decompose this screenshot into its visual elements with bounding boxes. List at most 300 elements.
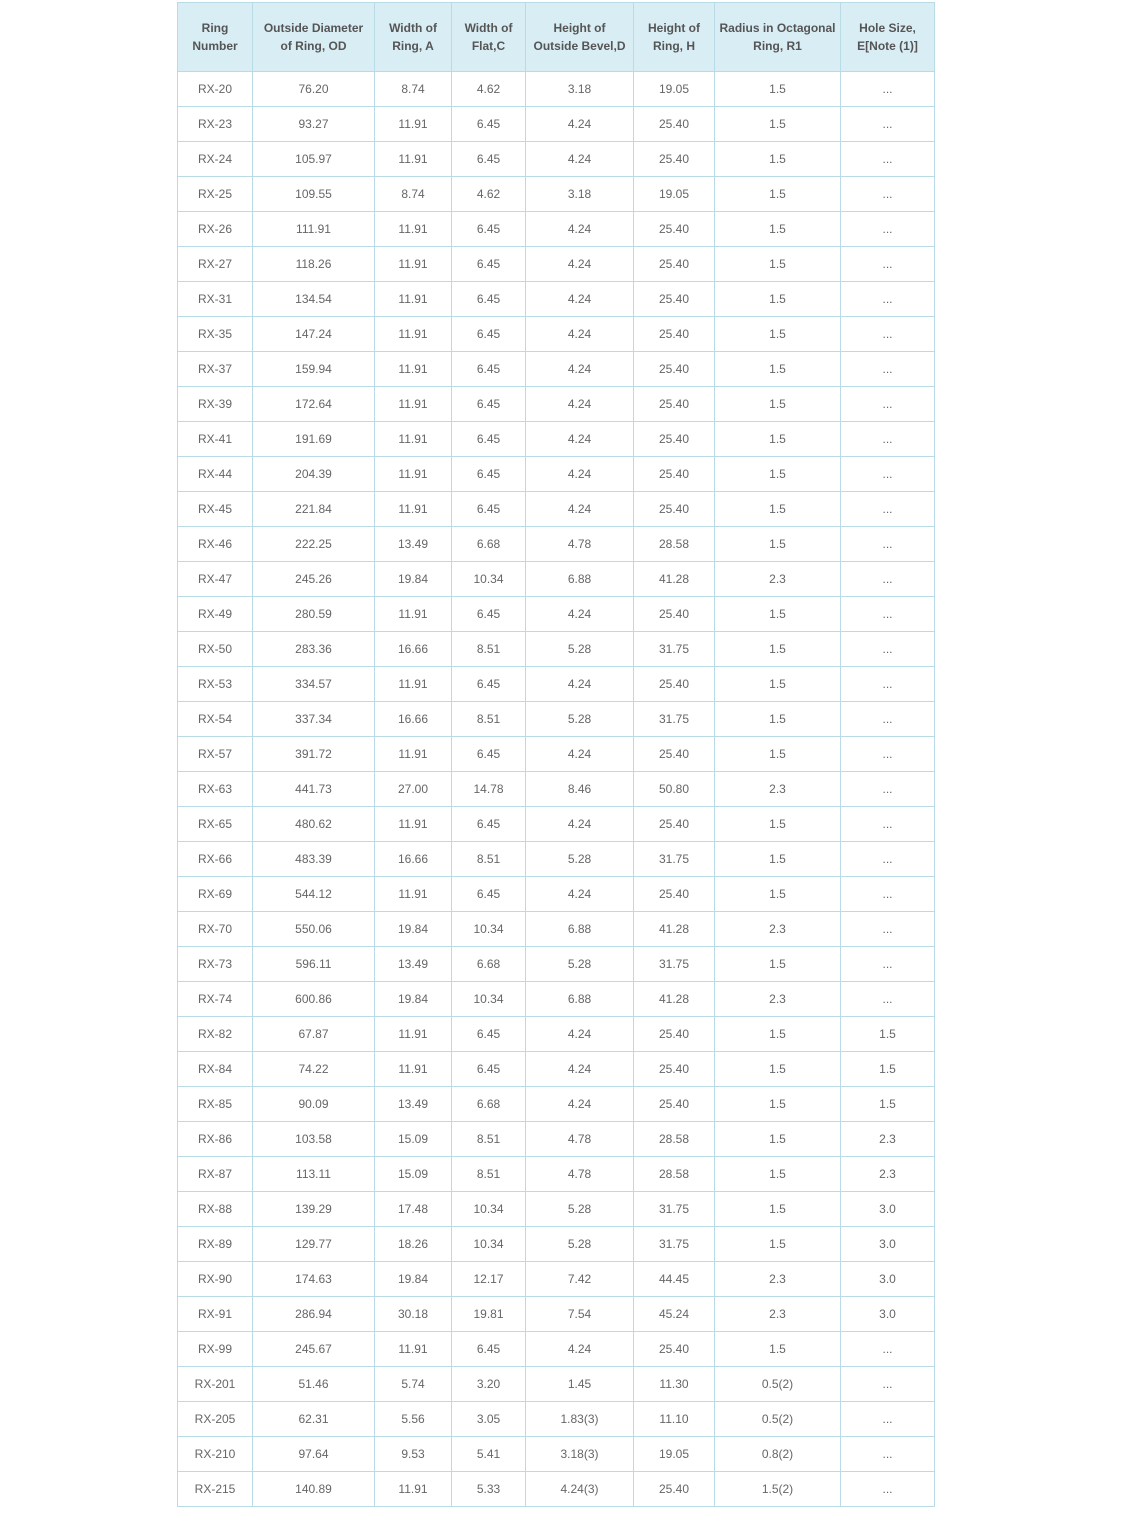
table-cell: 27.00 — [375, 772, 452, 807]
table-cell: 337.34 — [253, 702, 375, 737]
table-cell: 11.91 — [375, 807, 452, 842]
table-cell: RX-70 — [178, 912, 253, 947]
table-cell: 3.0 — [841, 1192, 935, 1227]
table-cell: ... — [841, 597, 935, 632]
table-cell: ... — [841, 387, 935, 422]
table-cell: 1.5 — [715, 1157, 841, 1192]
table-cell: 76.20 — [253, 72, 375, 107]
table-cell: 1.5 — [715, 352, 841, 387]
table-row — [178, 737, 935, 772]
table-cell: 31.75 — [634, 1227, 715, 1262]
table-cell: 11.91 — [375, 387, 452, 422]
table-cell: 28.58 — [634, 527, 715, 562]
table-cell: RX-41 — [178, 422, 253, 457]
table-cell: 4.24 — [526, 877, 634, 912]
table-row — [178, 807, 935, 842]
table-cell: 8.51 — [452, 1122, 526, 1157]
table-cell: 11.91 — [375, 737, 452, 772]
table-cell: 174.63 — [253, 1262, 375, 1297]
table-cell: 6.45 — [452, 387, 526, 422]
table-cell: 13.49 — [375, 947, 452, 982]
table-cell: 11.91 — [375, 317, 452, 352]
table-cell: RX-205 — [178, 1402, 253, 1437]
table-cell: 1.5 — [715, 877, 841, 912]
table-cell: 25.40 — [634, 282, 715, 317]
table-cell: 25.40 — [634, 457, 715, 492]
table-row — [178, 387, 935, 422]
table-cell: 204.39 — [253, 457, 375, 492]
table-cell: 280.59 — [253, 597, 375, 632]
table-cell: ... — [841, 632, 935, 667]
table-cell: 2.3 — [715, 912, 841, 947]
table-cell: RX-91 — [178, 1297, 253, 1332]
table-cell: RX-99 — [178, 1332, 253, 1367]
table-row — [178, 1087, 935, 1122]
table-cell: 8.51 — [452, 632, 526, 667]
table-cell: 25.40 — [634, 1052, 715, 1087]
table-cell: RX-63 — [178, 772, 253, 807]
table-row — [178, 1052, 935, 1087]
table-row — [178, 72, 935, 107]
header-height-of-ring: Height of Ring, H — [634, 3, 715, 72]
table-header — [178, 3, 935, 72]
table-cell: 5.28 — [526, 947, 634, 982]
header-hole-size: Hole Size, E[Note (1)] — [841, 3, 935, 72]
table-cell: 6.45 — [452, 352, 526, 387]
table-cell: RX-73 — [178, 947, 253, 982]
table-cell: 6.68 — [452, 1087, 526, 1122]
table-cell: 25.40 — [634, 387, 715, 422]
table-cell: 103.58 — [253, 1122, 375, 1157]
table-cell: 283.36 — [253, 632, 375, 667]
table-cell: ... — [841, 1332, 935, 1367]
table-cell: 10.34 — [452, 1227, 526, 1262]
table-cell: 6.45 — [452, 1332, 526, 1367]
table-cell: 25.40 — [634, 877, 715, 912]
table-cell: 118.26 — [253, 247, 375, 282]
table-cell: 31.75 — [634, 1192, 715, 1227]
table-cell: RX-50 — [178, 632, 253, 667]
table-cell: 5.28 — [526, 632, 634, 667]
table-cell: 222.25 — [253, 527, 375, 562]
table-cell: 129.77 — [253, 1227, 375, 1262]
table-cell: 0.5(2) — [715, 1367, 841, 1402]
table-cell: 31.75 — [634, 947, 715, 982]
table-cell: 159.94 — [253, 352, 375, 387]
table-cell: 4.24 — [526, 457, 634, 492]
table-cell: 4.24 — [526, 1332, 634, 1367]
table-cell: RX-35 — [178, 317, 253, 352]
table-cell: RX-54 — [178, 702, 253, 737]
table-cell: RX-20 — [178, 72, 253, 107]
table-cell: 139.29 — [253, 1192, 375, 1227]
table-cell: 1.45 — [526, 1367, 634, 1402]
table-row — [178, 1122, 935, 1157]
table-row — [178, 492, 935, 527]
header-width-of-flat: Width of Flat,C — [452, 3, 526, 72]
table-cell: 11.91 — [375, 422, 452, 457]
table-row — [178, 1402, 935, 1437]
table-cell: 62.31 — [253, 1402, 375, 1437]
table-cell: 19.84 — [375, 982, 452, 1017]
table-cell: 3.0 — [841, 1262, 935, 1297]
table-cell: RX-66 — [178, 842, 253, 877]
table-cell: 1.5 — [715, 282, 841, 317]
table-cell: 6.68 — [452, 527, 526, 562]
table-row — [178, 107, 935, 142]
table-cell: 16.66 — [375, 702, 452, 737]
table-cell: 391.72 — [253, 737, 375, 772]
table-cell: ... — [841, 737, 935, 772]
table-row — [178, 842, 935, 877]
table-body — [178, 72, 935, 1507]
table-cell: RX-86 — [178, 1122, 253, 1157]
table-cell: 4.24 — [526, 422, 634, 457]
table-cell: 1.5 — [841, 1052, 935, 1087]
table-cell: 11.91 — [375, 352, 452, 387]
table-row — [178, 1192, 935, 1227]
table-cell: RX-53 — [178, 667, 253, 702]
table-cell: 6.88 — [526, 982, 634, 1017]
table-cell: 1.5 — [715, 1122, 841, 1157]
table-cell: 19.84 — [375, 562, 452, 597]
table-cell: 5.28 — [526, 1227, 634, 1262]
table-cell: 1.5 — [841, 1017, 935, 1052]
table-cell: 25.40 — [634, 667, 715, 702]
table-row — [178, 1227, 935, 1262]
table-row — [178, 667, 935, 702]
table-cell: 25.40 — [634, 142, 715, 177]
table-cell: 1.5 — [715, 107, 841, 142]
table-cell: 11.91 — [375, 107, 452, 142]
table-cell: 3.0 — [841, 1297, 935, 1332]
table-cell: 90.09 — [253, 1087, 375, 1122]
table-cell: 5.28 — [526, 1192, 634, 1227]
table-row — [178, 422, 935, 457]
table-cell: 4.24 — [526, 1087, 634, 1122]
table-row — [178, 772, 935, 807]
table-cell: 0.8(2) — [715, 1437, 841, 1472]
table-cell: ... — [841, 807, 935, 842]
table-cell: 1.5 — [715, 807, 841, 842]
table-cell: 11.91 — [375, 597, 452, 632]
table-cell: 19.84 — [375, 1262, 452, 1297]
table-cell: 1.5 — [715, 317, 841, 352]
ring-dimensions-table — [177, 2, 935, 1507]
table-cell: ... — [841, 247, 935, 282]
table-cell: ... — [841, 982, 935, 1017]
table-cell: 6.45 — [452, 492, 526, 527]
table-cell: ... — [841, 282, 935, 317]
table-cell: 25.40 — [634, 107, 715, 142]
table-cell: 15.09 — [375, 1122, 452, 1157]
table-cell: 147.24 — [253, 317, 375, 352]
table-cell: RX-84 — [178, 1052, 253, 1087]
table-cell: 7.54 — [526, 1297, 634, 1332]
table-row — [178, 912, 935, 947]
table-cell: 74.22 — [253, 1052, 375, 1087]
table-cell: RX-31 — [178, 282, 253, 317]
table-cell: 1.5 — [715, 1087, 841, 1122]
table-cell: 1.5 — [715, 1227, 841, 1262]
table-cell: ... — [841, 912, 935, 947]
table-cell: 10.34 — [452, 982, 526, 1017]
table-cell: ... — [841, 352, 935, 387]
table-cell: 19.05 — [634, 72, 715, 107]
table-cell: 0.5(2) — [715, 1402, 841, 1437]
table-cell: 6.45 — [452, 422, 526, 457]
table-cell: 41.28 — [634, 562, 715, 597]
table-cell: 6.45 — [452, 212, 526, 247]
table-cell: 8.46 — [526, 772, 634, 807]
table-cell: RX-215 — [178, 1472, 253, 1507]
table-cell: 113.11 — [253, 1157, 375, 1192]
table-cell: 41.28 — [634, 982, 715, 1017]
table-cell: 1.5 — [715, 387, 841, 422]
table-cell: 97.64 — [253, 1437, 375, 1472]
header-ring-number: Ring Number — [178, 3, 253, 72]
table-cell: 1.5 — [715, 72, 841, 107]
table-cell: 134.54 — [253, 282, 375, 317]
table-cell: 10.34 — [452, 1192, 526, 1227]
table-row — [178, 947, 935, 982]
table-cell: 4.24 — [526, 1017, 634, 1052]
table-cell: 25.40 — [634, 492, 715, 527]
table-cell: 1.5 — [715, 422, 841, 457]
table-cell: 4.78 — [526, 1122, 634, 1157]
table-cell: RX-26 — [178, 212, 253, 247]
table-cell: RX-210 — [178, 1437, 253, 1472]
table-cell: 8.51 — [452, 702, 526, 737]
table-row — [178, 1332, 935, 1367]
table-cell: 4.24 — [526, 737, 634, 772]
table-cell: 4.78 — [526, 1157, 634, 1192]
table-cell: RX-201 — [178, 1367, 253, 1402]
table-cell: 3.18 — [526, 72, 634, 107]
table-cell: 31.75 — [634, 702, 715, 737]
table-row — [178, 597, 935, 632]
table-cell: 2.3 — [715, 772, 841, 807]
table-cell: RX-44 — [178, 457, 253, 492]
table-cell: 25.40 — [634, 317, 715, 352]
table-cell: ... — [841, 422, 935, 457]
table-cell: 6.45 — [452, 457, 526, 492]
table-cell: 140.89 — [253, 1472, 375, 1507]
table-cell: 11.91 — [375, 212, 452, 247]
table-cell: 1.5 — [715, 527, 841, 562]
table-cell: RX-88 — [178, 1192, 253, 1227]
table-cell: 11.91 — [375, 1017, 452, 1052]
table-cell: RX-47 — [178, 562, 253, 597]
table-cell: 3.18(3) — [526, 1437, 634, 1472]
table-cell: 6.45 — [452, 247, 526, 282]
table-cell: 25.40 — [634, 1017, 715, 1052]
table-cell: 2.3 — [715, 1262, 841, 1297]
table-cell: 8.74 — [375, 72, 452, 107]
table-cell: 172.64 — [253, 387, 375, 422]
table-cell: 6.88 — [526, 562, 634, 597]
table-cell: RX-45 — [178, 492, 253, 527]
table-cell: 31.75 — [634, 632, 715, 667]
table-cell: 4.24 — [526, 142, 634, 177]
table-cell: 2.3 — [715, 562, 841, 597]
table-cell: 109.55 — [253, 177, 375, 212]
table-cell: 11.10 — [634, 1402, 715, 1437]
table-row — [178, 1472, 935, 1507]
table-cell: 3.05 — [452, 1402, 526, 1437]
table-cell: 6.45 — [452, 317, 526, 352]
table-row — [178, 457, 935, 492]
table-cell: 51.46 — [253, 1367, 375, 1402]
table-cell: ... — [841, 177, 935, 212]
table-cell: 1.5 — [715, 457, 841, 492]
table-cell: ... — [841, 1437, 935, 1472]
table-row — [178, 1367, 935, 1402]
table-cell: 4.24 — [526, 317, 634, 352]
table-row — [178, 527, 935, 562]
table-cell: RX-85 — [178, 1087, 253, 1122]
table-cell: 4.24 — [526, 247, 634, 282]
table-cell: RX-57 — [178, 737, 253, 772]
table-cell: 1.5 — [715, 1017, 841, 1052]
table-cell: 13.49 — [375, 527, 452, 562]
table-cell: 25.40 — [634, 1087, 715, 1122]
table-cell: 19.84 — [375, 912, 452, 947]
table-cell: 4.24 — [526, 282, 634, 317]
table-cell: 15.09 — [375, 1157, 452, 1192]
table-cell: 31.75 — [634, 842, 715, 877]
table-cell: 93.27 — [253, 107, 375, 142]
table-cell: ... — [841, 492, 935, 527]
table-cell: ... — [841, 72, 935, 107]
table-cell: 5.28 — [526, 702, 634, 737]
table-cell: 4.24 — [526, 107, 634, 142]
table-cell: RX-87 — [178, 1157, 253, 1192]
table-cell: 25.40 — [634, 352, 715, 387]
table-cell: RX-89 — [178, 1227, 253, 1262]
table-row — [178, 142, 935, 177]
table-cell: 12.17 — [452, 1262, 526, 1297]
table-cell: 11.91 — [375, 877, 452, 912]
table-cell: 25.40 — [634, 212, 715, 247]
table-cell: 5.56 — [375, 1402, 452, 1437]
table-cell: 25.40 — [634, 1472, 715, 1507]
table-cell: RX-82 — [178, 1017, 253, 1052]
table-cell: 1.5 — [715, 142, 841, 177]
table-row — [178, 282, 935, 317]
table-cell: 13.49 — [375, 1087, 452, 1122]
table-cell: ... — [841, 772, 935, 807]
table-cell: 11.91 — [375, 247, 452, 282]
table-row — [178, 177, 935, 212]
table-cell: 25.40 — [634, 247, 715, 282]
table-cell: 1.83(3) — [526, 1402, 634, 1437]
table-row — [178, 212, 935, 247]
table-cell: 11.91 — [375, 492, 452, 527]
table-cell: 17.48 — [375, 1192, 452, 1227]
table-cell: RX-69 — [178, 877, 253, 912]
table-cell: 19.05 — [634, 1437, 715, 1472]
table-cell: 111.91 — [253, 212, 375, 247]
table-cell: 6.45 — [452, 737, 526, 772]
table-cell: 1.5 — [715, 632, 841, 667]
header-radius-octagonal: Radius in Octagonal Ring, R1 — [715, 3, 841, 72]
table-row — [178, 1297, 935, 1332]
table-cell: 1.5 — [715, 737, 841, 772]
table-cell: 28.58 — [634, 1157, 715, 1192]
table-cell: 3.20 — [452, 1367, 526, 1402]
header-height-of-bevel: Height of Outside Bevel,D — [526, 3, 634, 72]
table-cell: 1.5 — [715, 667, 841, 702]
table-row — [178, 877, 935, 912]
table-cell: 191.69 — [253, 422, 375, 457]
table-cell: ... — [841, 1402, 935, 1437]
table-cell: 600.86 — [253, 982, 375, 1017]
table-cell: ... — [841, 947, 935, 982]
table-cell: 6.45 — [452, 282, 526, 317]
table-cell: RX-37 — [178, 352, 253, 387]
table-cell: 4.24 — [526, 667, 634, 702]
table-cell: 11.91 — [375, 667, 452, 702]
table-cell: RX-74 — [178, 982, 253, 1017]
table-cell: 550.06 — [253, 912, 375, 947]
table-cell: RX-23 — [178, 107, 253, 142]
table-cell: RX-39 — [178, 387, 253, 422]
table-row — [178, 1437, 935, 1472]
table-cell: 25.40 — [634, 807, 715, 842]
table-cell: 67.87 — [253, 1017, 375, 1052]
table-cell: 25.40 — [634, 422, 715, 457]
table-cell: 1.5 — [715, 1192, 841, 1227]
table-cell: 441.73 — [253, 772, 375, 807]
table-cell: ... — [841, 317, 935, 352]
table-cell: 6.45 — [452, 1017, 526, 1052]
table-row — [178, 247, 935, 282]
table-cell: 1.5 — [841, 1087, 935, 1122]
table-cell: 1.5 — [715, 177, 841, 212]
ring-dimensions-table-container — [177, 2, 934, 1507]
table-cell: 245.67 — [253, 1332, 375, 1367]
table-cell: 4.24 — [526, 807, 634, 842]
table-cell: ... — [841, 842, 935, 877]
table-cell: ... — [841, 702, 935, 737]
table-cell: 4.24 — [526, 597, 634, 632]
table-cell: 483.39 — [253, 842, 375, 877]
table-cell: 4.24 — [526, 352, 634, 387]
table-cell: 4.24 — [526, 212, 634, 247]
table-cell: 544.12 — [253, 877, 375, 912]
table-cell: 28.58 — [634, 1122, 715, 1157]
table-cell: RX-25 — [178, 177, 253, 212]
table-cell: RX-90 — [178, 1262, 253, 1297]
table-cell: 11.91 — [375, 1472, 452, 1507]
table-cell: 596.11 — [253, 947, 375, 982]
table-cell: 4.24 — [526, 387, 634, 422]
table-cell: 11.30 — [634, 1367, 715, 1402]
table-cell: ... — [841, 562, 935, 597]
table-cell: 41.28 — [634, 912, 715, 947]
table-cell: 480.62 — [253, 807, 375, 842]
table-cell: 16.66 — [375, 842, 452, 877]
table-cell: 6.88 — [526, 912, 634, 947]
table-cell: 11.91 — [375, 142, 452, 177]
table-row — [178, 317, 935, 352]
table-cell: ... — [841, 142, 935, 177]
table-cell: 18.26 — [375, 1227, 452, 1262]
table-row — [178, 352, 935, 387]
table-cell: 50.80 — [634, 772, 715, 807]
table-cell: 25.40 — [634, 737, 715, 772]
